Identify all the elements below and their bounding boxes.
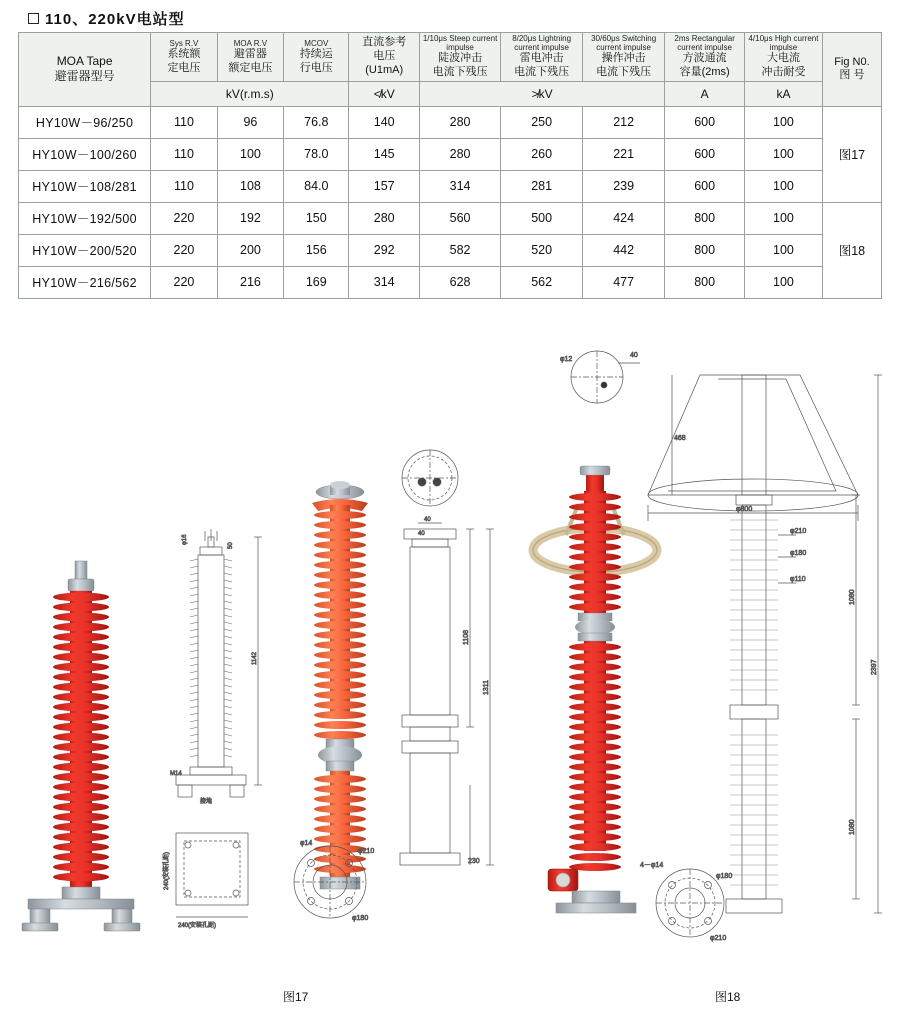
- svg-text:240(安装孔距): 240(安装孔距): [178, 923, 217, 929]
- cell-mcov: 76.8: [284, 106, 349, 138]
- cell-lightning: 260: [501, 138, 583, 170]
- svg-text:φ180: φ180: [352, 915, 369, 922]
- table-row: [19, 170, 882, 202]
- cell-moa-rv: 200: [217, 234, 283, 266]
- table-row: [19, 138, 882, 170]
- cell-fig-no: 图17: [822, 106, 881, 202]
- cell-steep: 280: [419, 138, 500, 170]
- svg-text:φ14: φ14: [300, 840, 313, 847]
- cell-steep: 280: [419, 106, 500, 138]
- cell-rect: 800: [665, 202, 745, 234]
- svg-text:40: 40: [630, 352, 638, 359]
- svg-text:240(安装孔距): 240(安装孔距): [164, 851, 170, 890]
- svg-text:φ110: φ110: [790, 576, 806, 583]
- svg-text:1108: 1108: [463, 629, 470, 645]
- cell-lightning: 520: [501, 234, 583, 266]
- cell-high: 100: [745, 202, 823, 234]
- arrester-photo-110kv: [22, 561, 140, 931]
- cell-dc: 157: [349, 170, 420, 202]
- cell-mcov: 78.0: [284, 138, 349, 170]
- cell-steep: 582: [419, 234, 500, 266]
- svg-text:230: 230: [468, 858, 480, 865]
- col-header-switching-impulse: 30/60μs Switching current impulse 操作冲击 电流下残压: [583, 33, 665, 82]
- cell-high: 100: [745, 234, 823, 266]
- cell-model: HY10W－216/562: [19, 266, 151, 298]
- cell-sys-rv: 110: [151, 138, 217, 170]
- svg-text:φ180: φ180: [790, 550, 807, 557]
- col-header-fig-no: Fig N0. 图 号: [822, 33, 881, 107]
- col-header-sys-rv: Sys R.V 系统额 定电压: [151, 33, 217, 82]
- svg-text:φ210: φ210: [358, 848, 375, 855]
- col-header-mcov: MCOV 持续运 行电压: [284, 33, 349, 82]
- svg-text:接地: 接地: [200, 799, 213, 805]
- cell-high: 100: [745, 170, 823, 202]
- svg-text:φ210: φ210: [710, 935, 727, 942]
- figure-caption-18: 图18: [715, 990, 741, 1004]
- cell-model: HY10W－200/520: [19, 234, 151, 266]
- svg-text:2397: 2397: [871, 659, 878, 675]
- cell-switching: 424: [583, 202, 665, 234]
- col-header-lightning-impulse: 8/20μs Lightning current impulse 雷电冲击 电流下残压: [501, 33, 583, 82]
- cell-steep: 314: [419, 170, 500, 202]
- cell-moa-rv: 96: [217, 106, 283, 138]
- figure-caption-17: 图17: [283, 990, 309, 1004]
- svg-text:φ800: φ800: [736, 506, 753, 513]
- svg-text:468: 468: [674, 435, 686, 442]
- unit-kv-rms: kV(r.m.s): [151, 81, 349, 106]
- cell-mcov: 156: [284, 234, 349, 266]
- table-row: [19, 202, 882, 234]
- bullet-square-icon: [28, 13, 39, 24]
- cell-dc: 292: [349, 234, 420, 266]
- cell-steep: 560: [419, 202, 500, 234]
- cell-moa-rv: 192: [217, 202, 283, 234]
- unit-residual-kv: ≯kV: [419, 81, 664, 106]
- col-header-steep-impulse: 1/10μs Steep current impulse 陡波冲击 电流下残压: [419, 33, 500, 82]
- col-header-rectangular-impulse: 2ms Rectangular current impulse 方波通流 容量(2ms): [665, 33, 745, 82]
- cell-switching: 477: [583, 266, 665, 298]
- cell-model: HY10W－100/260: [19, 138, 151, 170]
- spec-table: [18, 32, 882, 299]
- cell-fig-no: 图18: [822, 202, 881, 298]
- svg-text:M14: M14: [170, 771, 182, 777]
- spec-table-wrapper: [18, 32, 882, 299]
- svg-text:φ16: φ16: [182, 534, 188, 545]
- cell-dc: 280: [349, 202, 420, 234]
- arrester-photo-grading-ring: [533, 466, 657, 913]
- table-header-row: [19, 33, 882, 82]
- cell-mcov: 150: [284, 202, 349, 234]
- cell-lightning: 250: [501, 106, 583, 138]
- arrester-drawing-110kv: [162, 529, 262, 929]
- cell-rect: 800: [665, 234, 745, 266]
- cell-dc: 145: [349, 138, 420, 170]
- col-header-high-current-impulse: 4/10μs High current impulse 大电流 冲击耐受: [745, 33, 823, 82]
- cell-mcov: 84.0: [284, 170, 349, 202]
- arrester-photo-220kv: [312, 481, 368, 889]
- table-row: [19, 106, 882, 138]
- cell-switching: 212: [583, 106, 665, 138]
- svg-text:1080: 1080: [849, 819, 856, 835]
- cell-sys-rv: 110: [151, 106, 217, 138]
- cell-rect: 800: [665, 266, 745, 298]
- cell-moa-rv: 108: [217, 170, 283, 202]
- cell-sys-rv: 220: [151, 266, 217, 298]
- figures-svg: [0, 345, 900, 1020]
- cell-moa-rv: 216: [217, 266, 283, 298]
- svg-text:50: 50: [228, 542, 234, 549]
- svg-text:4－φ14: 4－φ14: [640, 862, 664, 869]
- col-header-model: MOA Tape 避雷器型号: [19, 33, 151, 107]
- cell-model: HY10W－96/250: [19, 106, 151, 138]
- cell-mcov: 169: [284, 266, 349, 298]
- cell-model: HY10W－192/500: [19, 202, 151, 234]
- cell-sys-rv: 110: [151, 170, 217, 202]
- cell-sys-rv: 220: [151, 234, 217, 266]
- cell-dc: 314: [349, 266, 420, 298]
- cell-high: 100: [745, 138, 823, 170]
- table-row: [19, 234, 882, 266]
- cell-steep: 628: [419, 266, 500, 298]
- cell-rect: 600: [665, 106, 745, 138]
- figure-area: [0, 345, 900, 1020]
- page-title-text: 110、220kV电站型: [45, 11, 185, 28]
- unit-kiloampere: kA: [745, 81, 823, 106]
- svg-text:40: 40: [418, 531, 425, 537]
- table-row: [19, 266, 882, 298]
- svg-text:φ210: φ210: [790, 528, 807, 535]
- cell-rect: 600: [665, 170, 745, 202]
- cell-lightning: 500: [501, 202, 583, 234]
- unit-ampere: A: [665, 81, 745, 106]
- cell-sys-rv: 220: [151, 202, 217, 234]
- unit-dc-kv: ≮kV: [349, 81, 420, 106]
- svg-text:1080: 1080: [849, 589, 856, 605]
- cell-rect: 600: [665, 138, 745, 170]
- cell-lightning: 562: [501, 266, 583, 298]
- col-header-moa-rv: MOA R.V 避雷器 额定电压: [217, 33, 283, 82]
- cell-high: 100: [745, 106, 823, 138]
- cell-switching: 442: [583, 234, 665, 266]
- cell-moa-rv: 100: [217, 138, 283, 170]
- page-title: [28, 8, 185, 29]
- cell-dc: 140: [349, 106, 420, 138]
- svg-text:1142: 1142: [252, 652, 258, 665]
- svg-text:40: 40: [424, 517, 431, 523]
- svg-text:φ180: φ180: [716, 873, 733, 880]
- cell-model: HY10W－108/281: [19, 170, 151, 202]
- cell-switching: 239: [583, 170, 665, 202]
- cell-lightning: 281: [501, 170, 583, 202]
- svg-text:φ12: φ12: [560, 356, 573, 363]
- cell-high: 100: [745, 266, 823, 298]
- cell-switching: 221: [583, 138, 665, 170]
- svg-text:1311: 1311: [483, 679, 490, 695]
- col-header-dc-reference: 直流参考 电压 (U1mA): [349, 33, 420, 82]
